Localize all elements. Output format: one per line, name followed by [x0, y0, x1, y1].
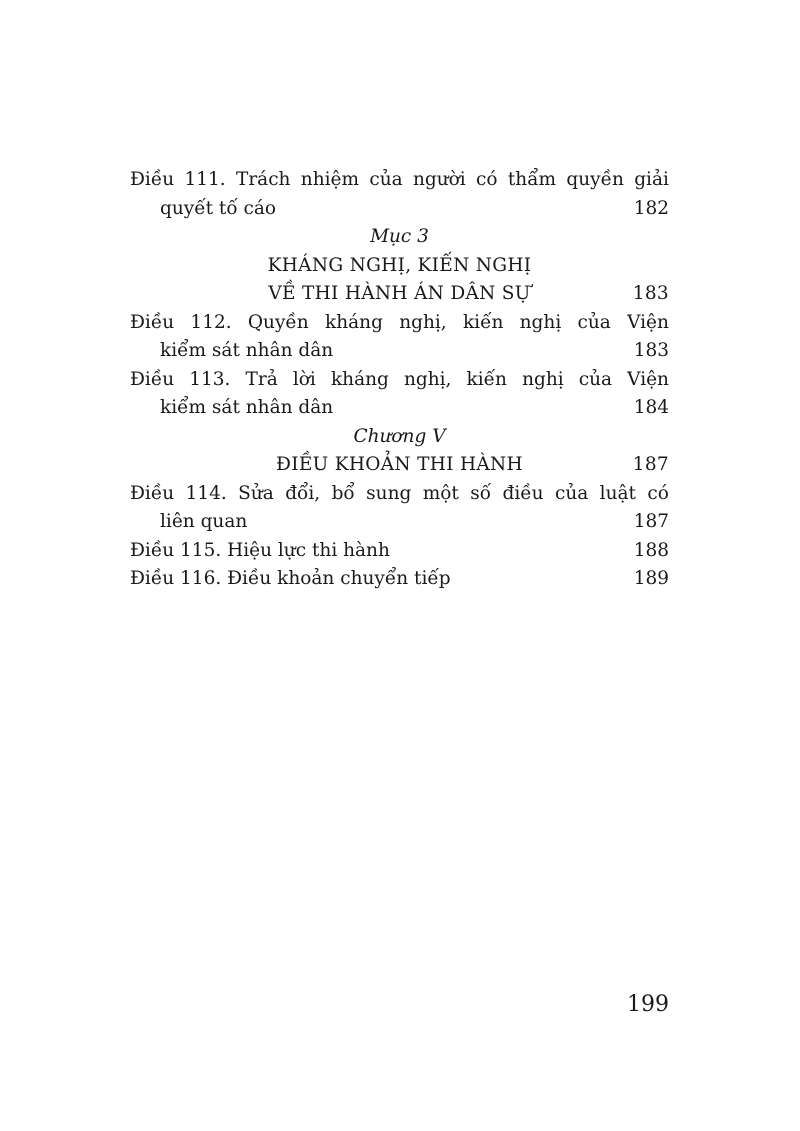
toc-word: đổi, — [285, 482, 321, 504]
toc-word: Viện — [627, 368, 669, 390]
toc-word: điều — [502, 482, 544, 504]
toc-word: của — [577, 311, 611, 333]
toc-entry-114-page: 187 — [633, 511, 669, 532]
toc-word: Điều — [130, 368, 175, 390]
section-label-muc-3: Mục 3 — [370, 226, 429, 247]
toc-entry-112-title — [130, 309, 669, 338]
toc-entry-113-title-cont: kiểm sát nhân dân — [160, 397, 334, 418]
chapter-label-chuong-v: Chương V — [353, 425, 446, 447]
toc-word: Viện — [627, 311, 669, 333]
toc-entry-112-line2 — [130, 337, 669, 366]
toc-entry-111-title-cont: quyết tố cáo — [160, 197, 277, 219]
toc-word: thẩm — [507, 169, 557, 190]
page-number: 199 — [627, 992, 669, 1017]
toc-word: của — [369, 169, 403, 190]
toc-word: 111. — [184, 169, 226, 190]
toc-entry-112-title-cont: kiểm sát nhân dân — [160, 340, 334, 361]
toc-entry-115-page: 188 — [633, 539, 669, 561]
toc-word: của — [554, 482, 589, 504]
toc-word: sung — [366, 482, 412, 504]
toc-entry-111-line1 — [130, 166, 669, 195]
toc-word: số — [470, 482, 492, 504]
toc-entry-111-line2 — [130, 195, 669, 224]
toc-entry-116-title: Điều 116. Điều khoản chuyển tiếp — [130, 568, 451, 589]
toc-word: 113. — [189, 368, 231, 390]
toc-word: có — [476, 169, 498, 190]
toc-word: Sửa — [238, 482, 274, 504]
toc-entry-116 — [130, 565, 669, 594]
toc-word: kiến — [462, 311, 504, 333]
toc-word: Trách — [235, 169, 291, 190]
toc-entry-113-line2 — [130, 394, 669, 423]
toc-word: nghị, — [403, 368, 452, 390]
toc-entry-113-line1 — [130, 366, 669, 395]
toc-entry-113-page: 184 — [633, 397, 669, 418]
toc-word: của — [578, 368, 613, 390]
toc-entry-115 — [130, 537, 669, 566]
toc-word: giải — [634, 169, 669, 190]
toc-word: người — [412, 169, 466, 190]
toc-entry-111-title — [130, 166, 669, 195]
toc-word: kiến — [466, 368, 507, 390]
section-muc-3-page: 183 — [632, 283, 669, 304]
toc-word: nhiệm — [300, 169, 360, 190]
toc-entry-114-line2 — [130, 508, 669, 537]
toc-entry-115-title: Điều 115. Hiệu lực thi hành — [130, 539, 390, 561]
toc-word: Quyền — [247, 311, 309, 333]
toc-word: 112. — [190, 311, 232, 333]
toc-word: kháng — [330, 368, 389, 390]
toc-word: Điều — [130, 311, 175, 333]
toc-entry-113-title — [130, 366, 669, 395]
toc-word: một — [422, 482, 459, 504]
section-title-muc-3-line1: KHÁNG NGHỊ, KIẾN NGHỊ — [267, 254, 532, 276]
toc-word: nghị — [522, 368, 564, 390]
toc-word: luật — [599, 482, 636, 504]
toc-word: bổ — [331, 482, 355, 504]
toc-word: 114. — [185, 482, 227, 504]
toc-entry-112-line1 — [130, 309, 669, 338]
toc-entry-112-page: 183 — [633, 340, 669, 361]
toc-entry-114-title-cont: liên quan — [160, 511, 248, 532]
toc-entry-114-line1 — [130, 480, 669, 509]
toc-entry-116-page: 189 — [633, 568, 669, 589]
toc-word: quyền — [566, 169, 624, 190]
chapter-title-chuong-v: ĐIỀU KHOẢN THI HÀNH — [276, 454, 523, 475]
toc-word: lời — [292, 368, 316, 390]
toc-word: có — [647, 482, 669, 504]
toc-word: Trả — [245, 368, 278, 390]
toc-word: Điều — [130, 169, 175, 190]
toc-word: Điều — [130, 482, 175, 504]
toc-entry-111-page: 182 — [633, 197, 669, 219]
toc-entry-114-title — [130, 480, 669, 509]
toc-word: nghị, — [399, 311, 447, 333]
chapter-title-chuong-v-line — [130, 451, 669, 480]
chapter-chuong-v-page: 187 — [632, 454, 669, 475]
toc-word: kháng — [325, 311, 383, 333]
table-of-contents — [130, 166, 669, 594]
section-title-muc-3-text: VỀ THI HÀNH ÁN DÂN SỰ — [268, 283, 531, 304]
section-title-muc-3-line2 — [130, 280, 669, 309]
toc-word: nghị — [519, 311, 562, 333]
